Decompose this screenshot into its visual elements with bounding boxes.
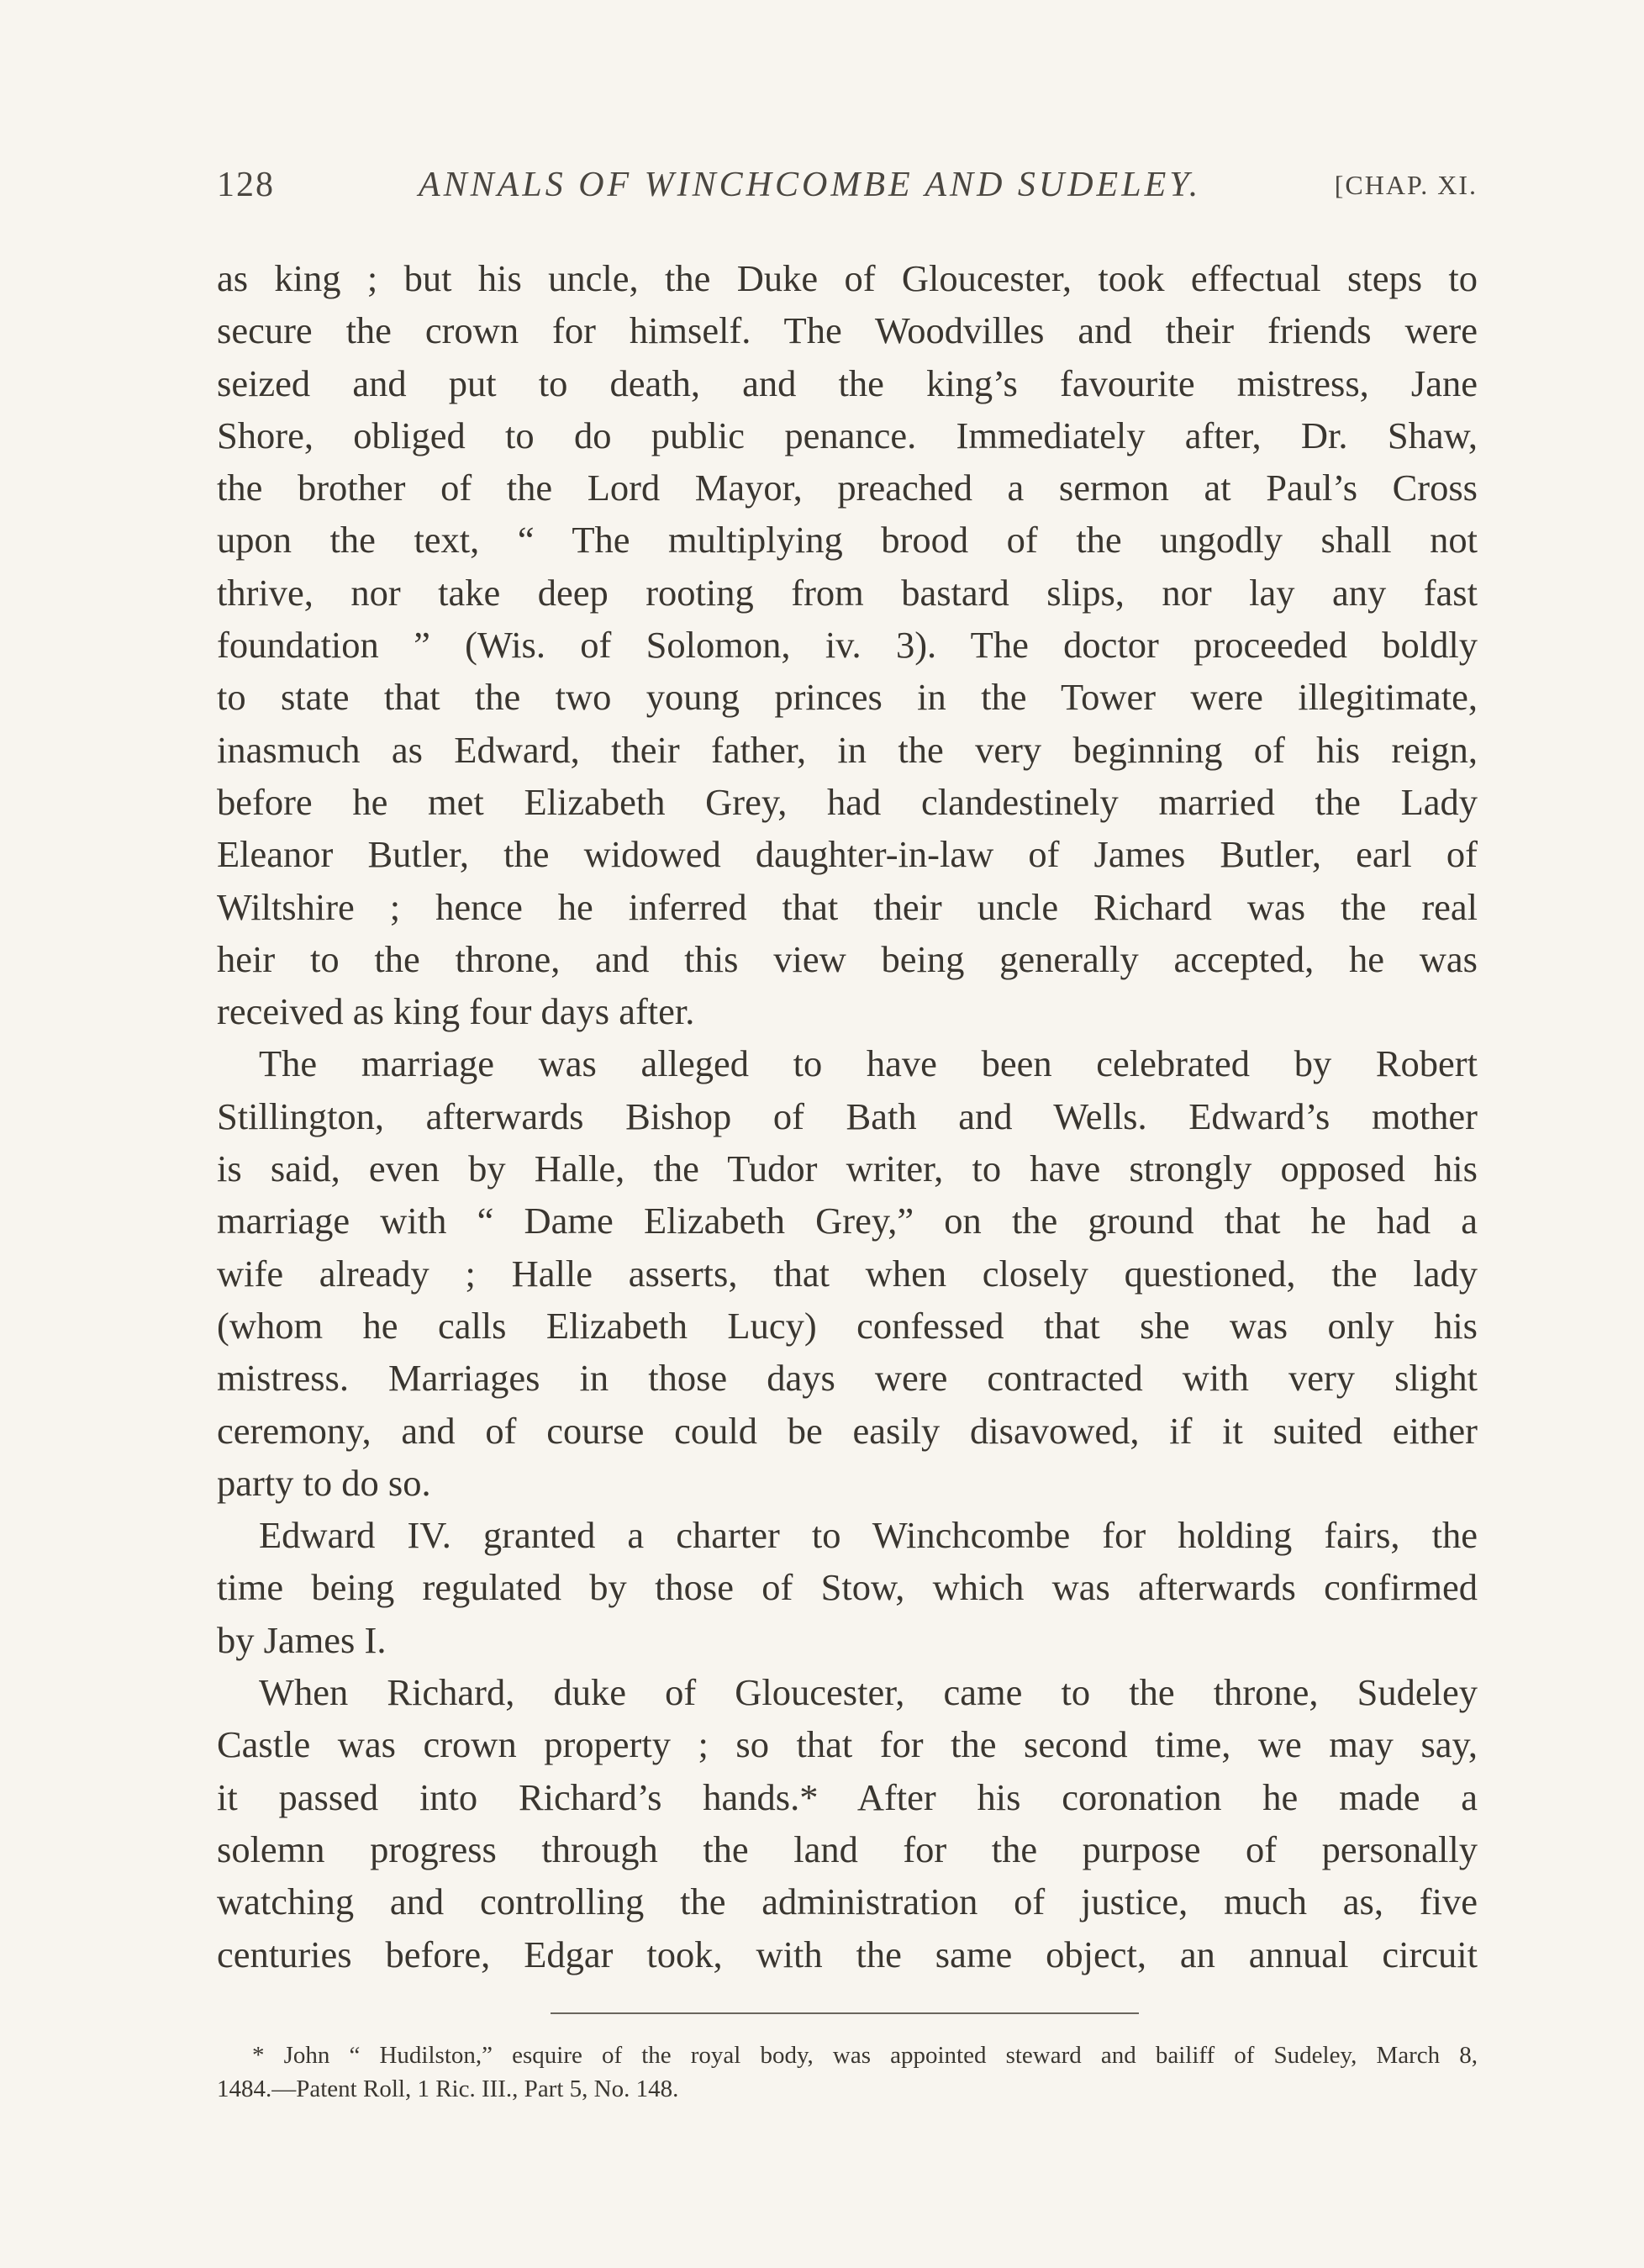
text-line: heir to the throne, and this view being generally accepted, he was bbox=[217, 937, 1478, 980]
text-line: seized and put to death, and the king’s favourite mistress, Jane bbox=[217, 361, 1478, 404]
running-header bbox=[217, 160, 1481, 210]
chapter-label: [CHAP. XI. bbox=[1334, 170, 1478, 200]
body-text bbox=[217, 252, 1478, 1981]
text-line: watching and controlling the administration of justice, much as, five bbox=[217, 1880, 1478, 1923]
text-line: foundation ” (Wis. of Solomon, iv. 3). The doctor proceeded boldly bbox=[217, 624, 1478, 667]
text-line: the brother of the Lord Mayor, preached a sermon at Paul’s Cross bbox=[217, 467, 1478, 509]
running-title: ANNALS OF WINCHCOMBE AND SUDELEY. bbox=[419, 166, 1202, 204]
paragraph bbox=[217, 1666, 1478, 1981]
text-line: solemn progress through the land for the purpose of personally bbox=[217, 1828, 1478, 1870]
paragraph bbox=[217, 1509, 1478, 1666]
text-line: by James I. bbox=[217, 1618, 387, 1661]
text-line: Edward IV. granted a charter to Winchcombe for holding fairs, the bbox=[259, 1514, 1478, 1557]
text-line: Stillington, afterwards Bishop of Bath and Wells. Edward’s mother bbox=[217, 1094, 1478, 1137]
text-line: inasmuch as Edward, their father, in the very beginning of his reign, bbox=[217, 728, 1478, 771]
text-line: When Richard, duke of Gloucester, came to the throne, Sudeley bbox=[259, 1671, 1478, 1714]
text-line: Wiltshire ; hence he inferred that their uncle Richard was the real bbox=[217, 885, 1478, 928]
footnote-divider bbox=[551, 2012, 1139, 2014]
text-line: secure the crown for himself. The Woodvilles and their friends were bbox=[217, 309, 1478, 352]
text-line: upon the text, “ The multiplying brood of the ungodly shall not bbox=[217, 519, 1478, 562]
text-line: received as king four days after. bbox=[217, 990, 695, 1033]
footnote-line: * John “ Hudilston,” esquire of the royal body, was appointed steward and bailiff of Sudeley, March 8, bbox=[252, 2042, 1478, 2069]
text-line: Eleanor Butler, the widowed daughter-in-law of James Butler, earl of bbox=[217, 833, 1478, 876]
text-line: is said, even by Halle, the Tudor writer, to have strongly opposed his bbox=[217, 1147, 1478, 1190]
text-line: (whom he calls Elizabeth Lucy) confessed that she was only his bbox=[217, 1304, 1478, 1347]
text-line: it passed into Richard’s hands.* After his coronation he made a bbox=[217, 1775, 1478, 1818]
text-line: party to do so. bbox=[217, 1461, 431, 1504]
text-line: The marriage was alleged to have been celebrated by Robert bbox=[259, 1042, 1478, 1085]
text-line: wife already ; Halle asserts, that when closely questioned, the lady bbox=[217, 1252, 1478, 1295]
text-line: marriage with “ Dame Elizabeth Grey,” on the ground that he had a bbox=[217, 1200, 1478, 1242]
text-line: Shore, obliged to do public penance. Immediately after, Dr. Shaw, bbox=[217, 414, 1478, 456]
text-line: time being regulated by those of Stow, which was afterwards confirmed bbox=[217, 1566, 1478, 1609]
footnote-line: 1484.—Patent Roll, 1 Ric. III., Part 5, No. 148. bbox=[217, 2075, 679, 2102]
text-line: as king ; but his uncle, the Duke of Gloucester, took effectual steps to bbox=[217, 257, 1478, 299]
text-line: mistress. Marriages in those days were contracted with very slight bbox=[217, 1357, 1478, 1400]
page-number: 128 bbox=[217, 166, 275, 204]
paragraph bbox=[217, 1037, 1478, 1509]
text-line: ceremony, and of course could be easily disavowed, if it suited either bbox=[217, 1409, 1478, 1452]
footnote bbox=[217, 2039, 1478, 2106]
text-line: to state that the two young princes in the Tower were illegitimate, bbox=[217, 676, 1478, 719]
text-line: centuries before, Edgar took, with the same object, an annual circuit bbox=[217, 1933, 1478, 1975]
text-line: thrive, nor take deep rooting from bastard slips, nor lay any fast bbox=[217, 571, 1478, 614]
text-line: Castle was crown property ; so that for the second time, we may say, bbox=[217, 1723, 1478, 1766]
text-line: before he met Elizabeth Grey, had clandestinely married the Lady bbox=[217, 780, 1478, 823]
paragraph bbox=[217, 252, 1478, 1037]
